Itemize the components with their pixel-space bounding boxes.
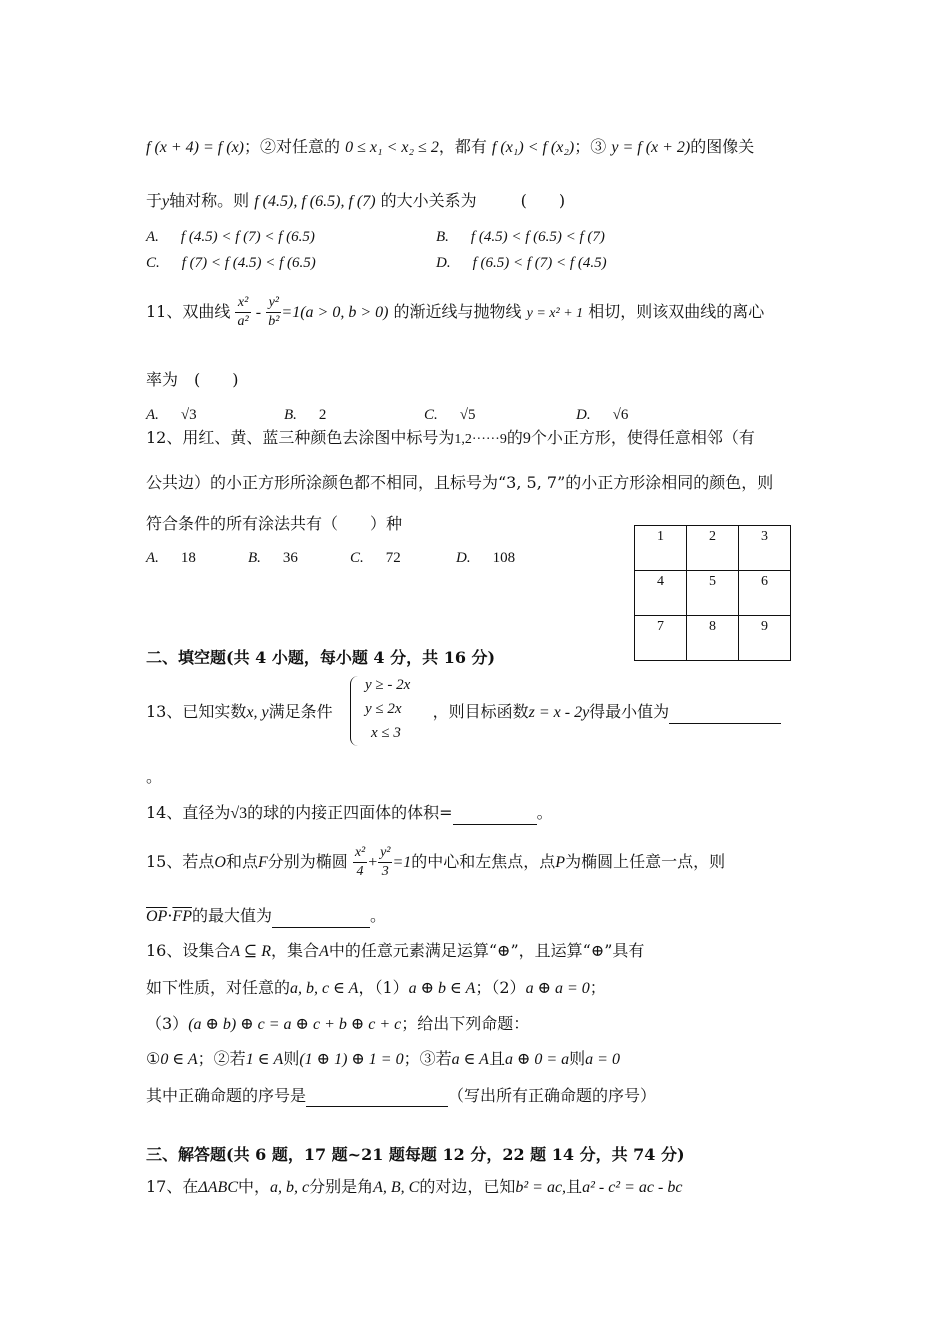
q12-line2 xyxy=(146,472,773,494)
text: 且 xyxy=(488,1049,505,1068)
q11-line1 xyxy=(146,290,764,336)
denominator: a² xyxy=(237,314,249,329)
text: 个小正方形，使得任意相邻（有 xyxy=(530,428,755,447)
text: ②对任意的 xyxy=(260,137,341,156)
q12-option-c xyxy=(350,550,401,567)
constraint-system xyxy=(350,676,441,746)
condition: 1 ∈ A xyxy=(245,1051,284,1068)
q10-option-d xyxy=(436,255,607,272)
count: 9 xyxy=(522,430,531,447)
denominator: b² xyxy=(268,314,280,329)
answer-blank[interactable] xyxy=(669,705,781,724)
text: 的渐近线与抛物线 xyxy=(393,302,522,321)
text: 于 xyxy=(146,191,163,210)
q16-line1 xyxy=(146,940,644,963)
equation: =1(a > 0, b > 0) xyxy=(281,304,389,321)
fraction xyxy=(378,844,392,881)
denominator: 3 xyxy=(381,864,389,879)
oplus-symbol: ⊕ xyxy=(590,941,605,960)
q12-option-b xyxy=(248,550,298,567)
label-range: 1,2······9 xyxy=(454,432,507,447)
q16-line5 xyxy=(146,1085,656,1107)
grid-cell: 8 xyxy=(687,616,739,661)
proposition-2: (1 ⊕ 1) ⊕ 1 = 0 xyxy=(299,1051,404,1068)
text: 12、用红、黄、蓝三种颜色去涂图中标号为 xyxy=(146,428,455,447)
constraint: y ≤ 2x xyxy=(365,701,402,717)
text: ；③ xyxy=(574,137,607,156)
text: 的最大值为 xyxy=(191,906,272,925)
text: 15、若点 xyxy=(146,852,215,871)
grid-cell: 2 xyxy=(687,526,739,571)
point-o: O xyxy=(214,854,226,871)
numerator: y² xyxy=(266,294,281,313)
option-text: √6 xyxy=(612,407,629,423)
text: ”，且运算“ xyxy=(510,941,591,960)
answer-paren: ( ) xyxy=(520,191,566,210)
q10-option-c xyxy=(146,255,316,272)
text: ① xyxy=(146,1049,161,1068)
text: ，（1） xyxy=(358,978,409,997)
text: 的对边，已知 xyxy=(419,1177,516,1196)
answer-blank[interactable] xyxy=(272,909,370,928)
option-label: B. xyxy=(436,229,449,245)
text: ，都有 xyxy=(438,137,487,156)
q11-option-c xyxy=(424,407,476,424)
option-text: 72 xyxy=(385,550,401,566)
q11-option-d xyxy=(576,407,628,424)
q14-line xyxy=(146,802,553,825)
text: 16、设集合 xyxy=(146,941,231,960)
text: 则 xyxy=(283,1049,300,1068)
q15-line1 xyxy=(146,840,725,885)
text: ，则目标函数 xyxy=(432,702,529,721)
q11-option-b xyxy=(284,407,326,424)
triangle: ΔABC xyxy=(198,1179,238,1196)
option-text: f (4.5) < f (7) < f (6.5) xyxy=(180,229,315,245)
parabola: y = x² + 1 xyxy=(526,306,584,321)
text: 其中正确命题的序号是 xyxy=(146,1086,307,1105)
property-3: (a ⊕ b) ⊕ c = a ⊕ c + b ⊕ c + c xyxy=(188,1016,402,1033)
dot-operator: · xyxy=(167,906,173,925)
numbered-grid xyxy=(634,525,791,661)
text: 轴对称。则 xyxy=(169,191,250,210)
text: 和点 xyxy=(225,852,258,871)
grid-cell: 4 xyxy=(635,571,687,616)
q16-line2 xyxy=(146,977,606,1000)
vars: x, y xyxy=(246,704,269,721)
option-text: √3 xyxy=(180,407,197,423)
q11-option-a xyxy=(146,407,197,424)
text: 的中心和左焦点，点 xyxy=(411,852,556,871)
text: ，集合 xyxy=(271,941,320,960)
option-text: 2 xyxy=(318,407,327,423)
text: ； xyxy=(589,978,606,997)
point-p: P xyxy=(555,854,566,871)
option-label: C. xyxy=(146,255,160,271)
point-f: F xyxy=(257,854,268,871)
operator: - xyxy=(255,304,262,321)
text: 分别是角 xyxy=(309,1177,374,1196)
text: ；②若 xyxy=(197,1049,246,1068)
text: （写出所有正确命题的序号） xyxy=(448,1086,657,1105)
grid-cell: 6 xyxy=(739,571,791,616)
question-number: 11、双曲线 xyxy=(146,302,231,321)
text: ； xyxy=(244,137,261,156)
q17-line xyxy=(146,1176,682,1199)
text: 中的任意元素满足运算“ xyxy=(328,941,498,960)
q10-line2 xyxy=(146,190,565,213)
equation: =1 xyxy=(392,854,412,871)
option-text: 36 xyxy=(282,550,298,566)
text: 则 xyxy=(569,1049,586,1068)
q16-line4 xyxy=(146,1048,620,1071)
text: 14、直径为 xyxy=(146,803,231,822)
condition-1: b² = ac, xyxy=(515,1179,567,1196)
option-label: D. xyxy=(456,550,471,566)
proposition-3: a = 0 xyxy=(585,1051,620,1068)
text: 的 xyxy=(506,428,523,447)
option-label: C. xyxy=(350,550,364,566)
proposition-1: 0 ∈ A xyxy=(160,1051,198,1068)
section-heading-fill-in: 二、填空题(共 4 小题，每小题 4 分，共 16 分) xyxy=(146,648,496,667)
grid-row xyxy=(635,526,791,571)
vector-fp: $\overline{FP}$ xyxy=(172,908,192,925)
condition: a ⊕ 0 = a xyxy=(504,1051,570,1068)
q15-line2 xyxy=(146,905,386,928)
q16-line3 xyxy=(146,1013,529,1036)
condition-2: a² - c² = ac - bc xyxy=(582,1179,683,1196)
option-label: A. xyxy=(146,229,159,245)
text: 。 xyxy=(146,767,163,786)
oplus-symbol: ⊕ xyxy=(497,941,511,960)
numerator: x² xyxy=(353,844,367,863)
option-label: C. xyxy=(424,407,438,423)
q10-cond2: 0 ≤ x₁ < x₂ ≤ 2 xyxy=(345,139,439,156)
q10-expr: f (4.5), f (6.5), f (7) xyxy=(254,193,376,210)
q10-cond1: f (x + 4) = f (x) xyxy=(146,139,244,156)
elements: a, b, c ∈ A xyxy=(290,980,359,997)
text: 符合条件的所有涂法共有（ ）种 xyxy=(146,514,403,533)
text: 相切，则该双曲线的离心 xyxy=(588,302,765,321)
option-label: A. xyxy=(146,550,159,566)
text: 17、在 xyxy=(146,1177,199,1196)
q10-line1 xyxy=(146,136,754,159)
denominator: 4 xyxy=(356,864,364,879)
grid-cell: 3 xyxy=(739,526,791,571)
answer-blank[interactable] xyxy=(306,1088,448,1107)
property-2: a ⊕ a = 0 xyxy=(525,980,590,997)
q10-cond3: f (x₁) < f (x₂) xyxy=(491,139,575,156)
answer-blank[interactable] xyxy=(453,806,537,825)
text: ；③若 xyxy=(403,1049,452,1068)
numerator: y² xyxy=(378,844,392,863)
q10-option-b xyxy=(436,229,605,246)
grid-cell: 7 xyxy=(635,616,687,661)
q12-option-d xyxy=(456,550,515,567)
text: 。 xyxy=(369,906,386,925)
text: 中， xyxy=(237,1177,270,1196)
option-text: 108 xyxy=(492,550,516,566)
objective: z = x - 2y xyxy=(528,704,590,721)
option-label: A. xyxy=(146,407,159,423)
option-label: B. xyxy=(284,407,297,423)
q13-line xyxy=(146,701,781,724)
option-text: f (4.5) < f (6.5) < f (7) xyxy=(470,229,605,245)
q12-line1 xyxy=(146,427,755,451)
q12-option-a xyxy=(146,550,196,567)
text: 。 xyxy=(536,803,553,822)
option-text: f (6.5) < f (7) < f (4.5) xyxy=(472,255,607,271)
section-heading-solutions: 三、解答题(共 6 题，17 题~21 题每题 12 分，22 题 14 分，共 74 分) xyxy=(146,1145,685,1164)
fraction xyxy=(235,294,250,331)
set-relation: A ⊆ R xyxy=(230,943,272,960)
vector-op: $\overline{OP}$ xyxy=(146,908,168,925)
set-a: A xyxy=(319,943,329,960)
option-label: B. xyxy=(248,550,261,566)
angles: A, B, C xyxy=(373,1179,420,1196)
text: 率为 ( ) xyxy=(146,370,239,389)
grid-cell: 5 xyxy=(687,571,739,616)
grid-row xyxy=(635,571,791,616)
q10-cond4: y = f (x + 2) xyxy=(611,139,691,156)
option-text: √5 xyxy=(459,407,476,423)
q12-line3 xyxy=(146,513,402,535)
text: 的大小关系为 xyxy=(380,191,477,210)
text: 为椭圆上任意一点，则 xyxy=(565,852,726,871)
numerator: x² xyxy=(235,294,250,313)
text: 分别为椭圆 xyxy=(267,852,348,871)
text: 得最小值为 xyxy=(589,702,670,721)
option-text: f (7) < f (4.5) < f (6.5) xyxy=(181,255,316,271)
text: 的球的内接正四面体的体积= xyxy=(247,803,453,822)
q13-end xyxy=(146,766,162,788)
constraint: x ≤ 3 xyxy=(371,725,401,741)
text: 满足条件 xyxy=(268,702,333,721)
condition: a ∈ A xyxy=(451,1051,489,1068)
operator: + xyxy=(367,854,379,871)
grid-row xyxy=(635,616,791,661)
sqrt-3: √3 xyxy=(230,805,248,822)
grid-cell: 9 xyxy=(739,616,791,661)
constraint: y ≥ - 2x xyxy=(365,677,411,693)
text: 且 xyxy=(566,1177,583,1196)
text: 公共边）的小正方形所涂颜色都不相同，且标号为“3, 5, 7”的小正方形涂相同的颜色，则 xyxy=(146,473,774,492)
option-label: D. xyxy=(576,407,591,423)
text: 13、已知实数 xyxy=(146,702,247,721)
text: ”具有 xyxy=(604,941,645,960)
text: 如下性质，对任意的 xyxy=(146,978,291,997)
property-1: a ⊕ b ∈ A xyxy=(408,980,476,997)
grid-cell: 1 xyxy=(635,526,687,571)
fraction xyxy=(353,844,367,881)
text: （3） xyxy=(146,1014,189,1033)
var-y: y xyxy=(162,193,170,210)
text: ；给出下列命题： xyxy=(401,1014,530,1033)
q11-line2 xyxy=(146,369,239,391)
fraction xyxy=(266,294,281,331)
text: 的图像关 xyxy=(690,137,755,156)
option-text: 18 xyxy=(180,550,196,566)
option-label: D. xyxy=(436,255,451,271)
q10-option-a xyxy=(146,229,315,246)
text: ；（2） xyxy=(475,978,526,997)
sides: a, b, c xyxy=(270,1179,310,1196)
